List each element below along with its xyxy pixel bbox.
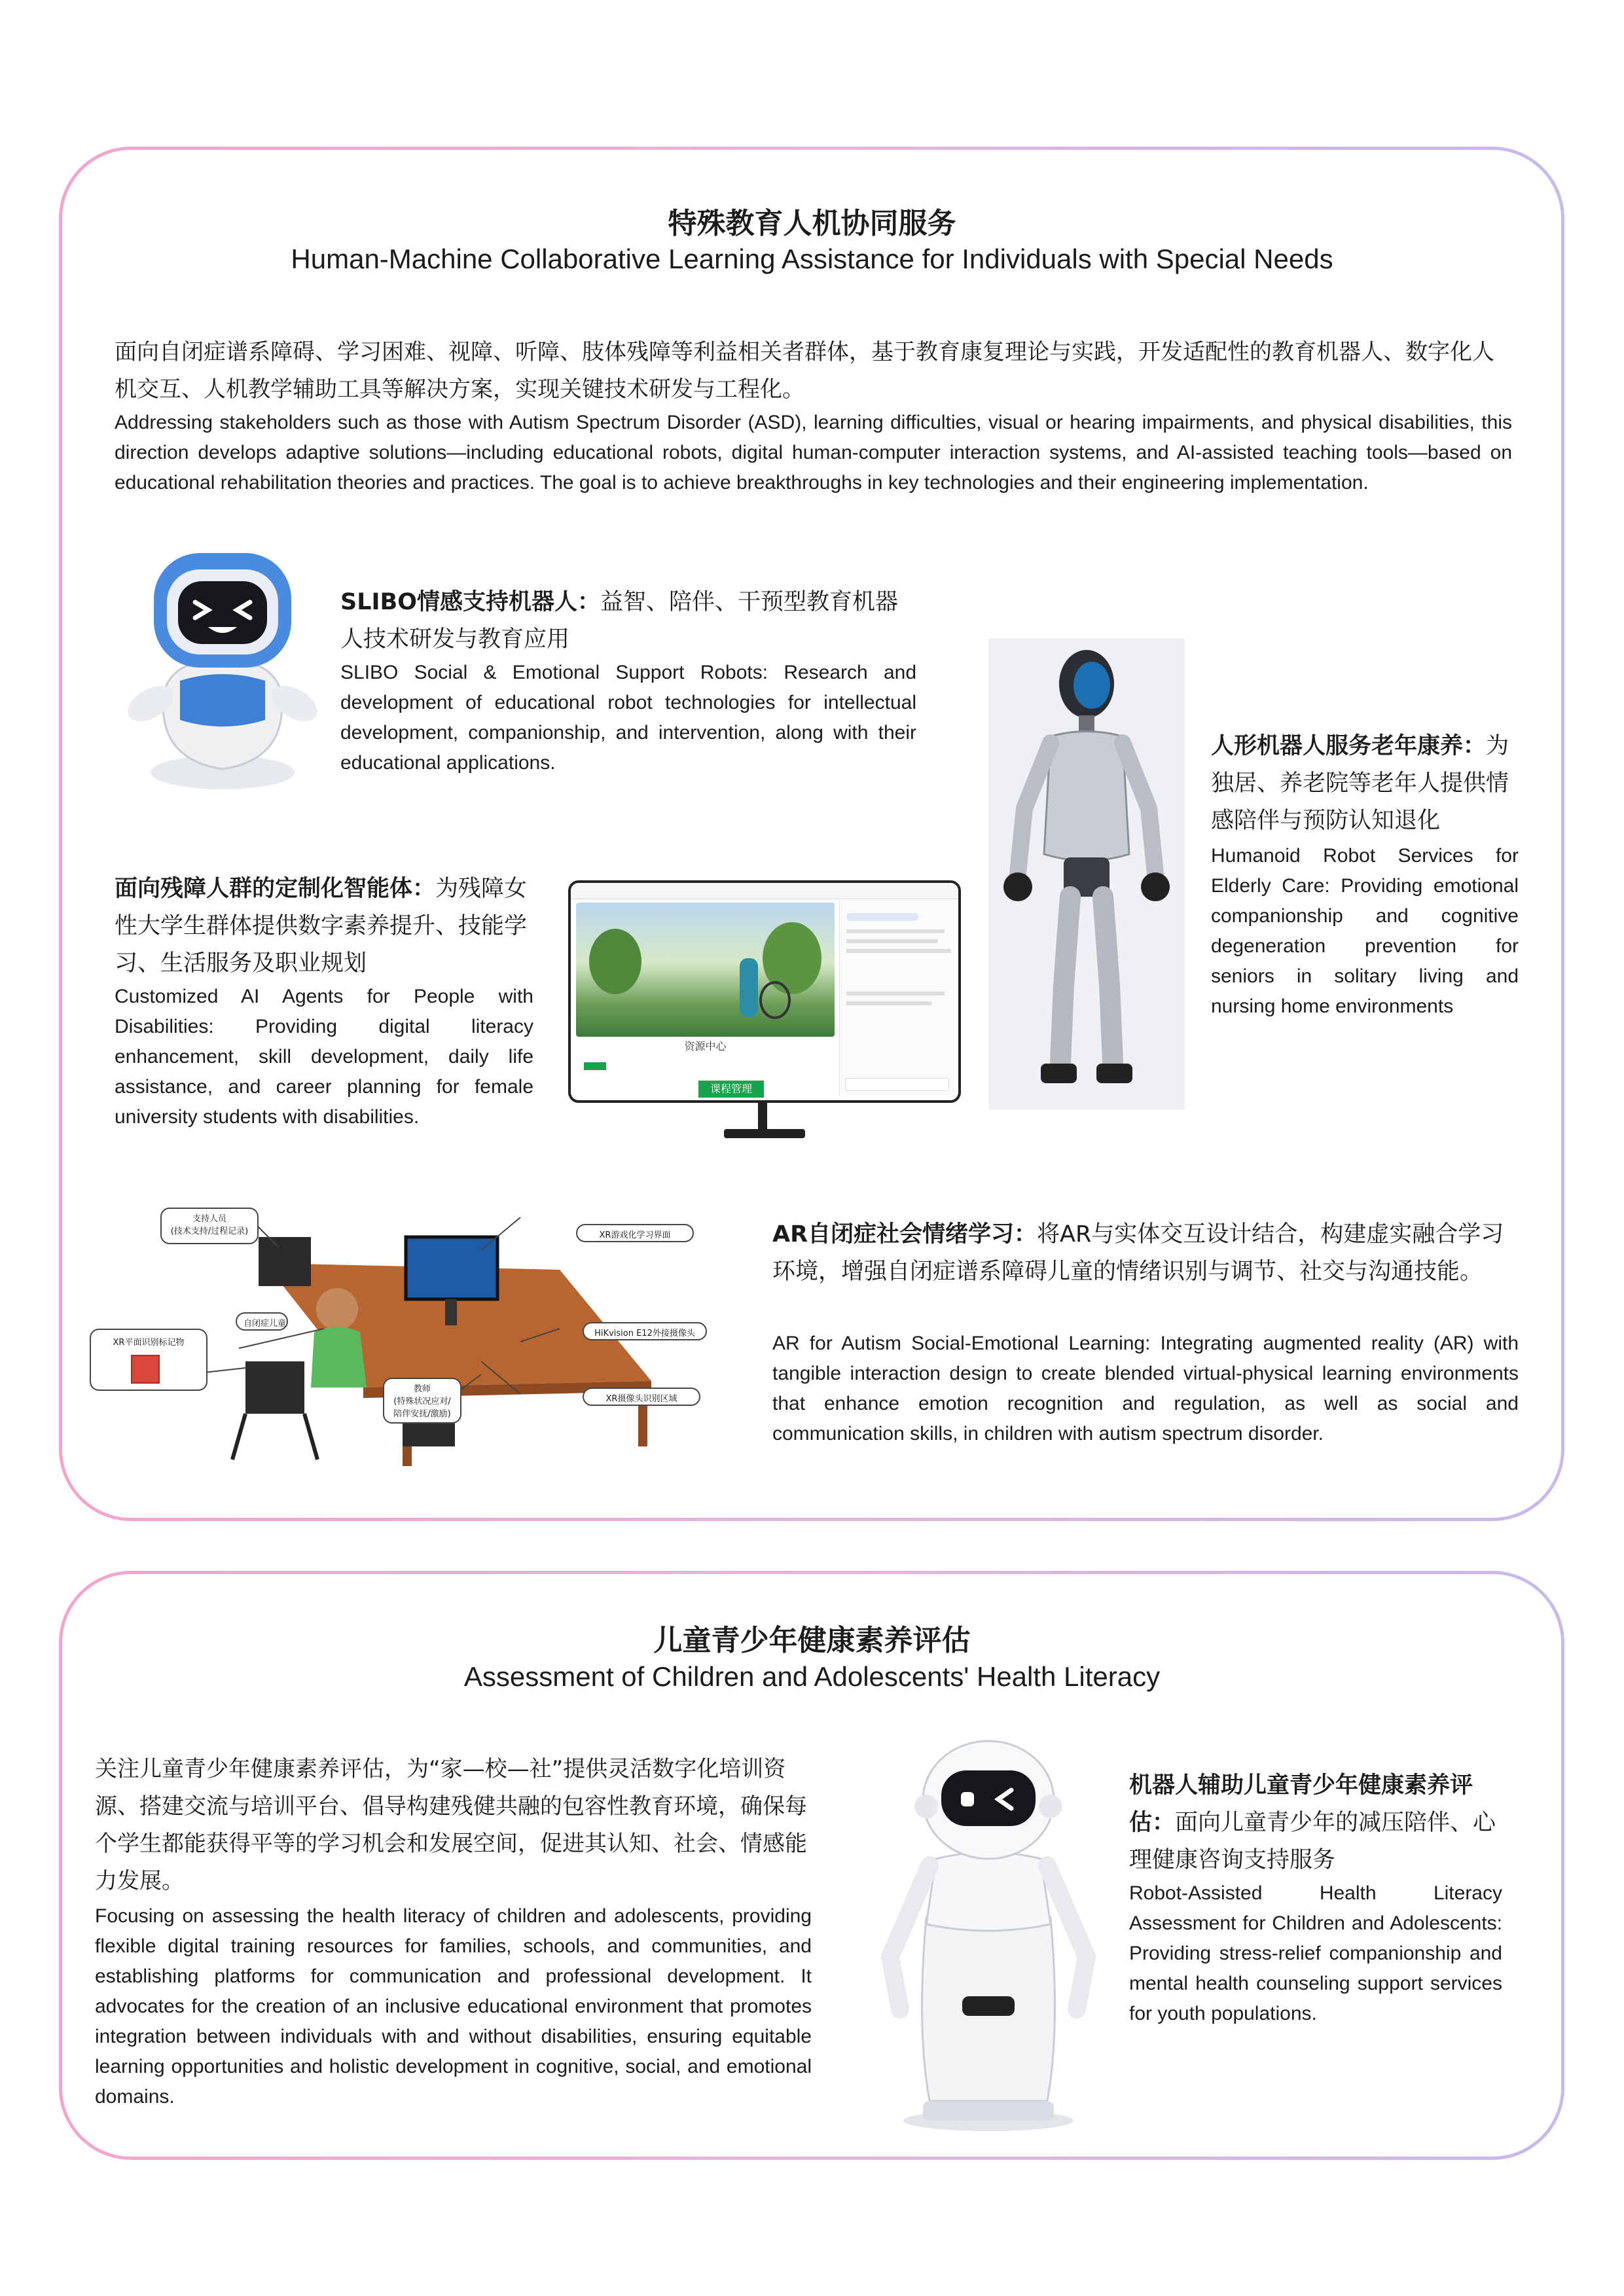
diagram-label-xr-marker: XR平面识别标记物 — [90, 1329, 208, 1391]
slibo-title-rest: 益智、陪伴、干预型教育机器人技术研发与教育应用 — [340, 589, 898, 653]
chat-line — [846, 1001, 931, 1005]
section1-title-en: Human-Machine Collaborative Learning Assistance for Individuals with Special Needs — [291, 243, 1333, 274]
tree-left — [589, 929, 641, 994]
chat-line — [846, 939, 938, 943]
robot-assisted-title — [1129, 1767, 1502, 1879]
section1-intro-zh: 面向自闭症谱系障碍、学习困难、视障、听障、肢体残障等利益相关者群体，基于教育康复理论与实践，开发适配性的教育机器人、数字化人机交互、人机教学辅助工具等解决方案，实现关键技术研发与工程化。 — [115, 339, 1494, 403]
slibo-title-bold: SLIBO情感支持机器人： — [340, 589, 600, 615]
diagram-label-xr-zone: XR摄像头识别区域 — [583, 1388, 700, 1406]
humanoid-title — [1211, 728, 1519, 840]
section2-title-zh: 儿童青少年健康素养评估 — [653, 1624, 971, 1657]
monitor-topbar — [571, 883, 958, 899]
agent-title-bold: 面向残障人群的定制化智能体： — [115, 876, 436, 902]
monitor-base — [724, 1129, 805, 1138]
ar-title — [772, 1216, 1519, 1291]
chat-bubble — [846, 913, 918, 921]
diagram-label-support-staff: 支持人员 (技术支持/过程记录) — [160, 1208, 259, 1244]
person-figure — [740, 958, 758, 1017]
monitor-chat-panel — [839, 900, 954, 1096]
monitor-hero-image — [576, 903, 835, 1037]
wheelchair-figure — [759, 981, 791, 1019]
humanoid-description: Humanoid Robot Services for Elderly Care: Providing emotional companionship and cognitive degeneration prevention for seniors in solitary living and nursing home environments — [1211, 845, 1519, 1017]
monitor-tab-active[interactable] — [584, 1062, 606, 1070]
ar-title-bold: AR自闭症社会情绪学习： — [772, 1221, 1038, 1247]
slibo-description: SLIBO Social & Emotional Support Robots: Research and development of educational robot technologies for intellectual development, companionship, and intervention, along with their educational applications. — [340, 662, 916, 774]
section2-intro-zh: 关注儿童青少年健康素养评估，为“家—校—社”提供灵活数字化培训资源、搭建交流与培训平台、倡导构建残健共融的包容性教育环境，确保每个学生都能获得平等的学习机会和发展空间，促进其认知、社会、情感能力发展。 — [95, 1756, 807, 1894]
diagram-label-teacher: 教师 (特殊状况应对/ 陪伴安抚/激励) — [383, 1378, 461, 1424]
diagram-label-child: 自闭症儿童 — [236, 1312, 288, 1331]
agent-title — [115, 870, 533, 982]
slibo-robot-image — [118, 543, 327, 792]
robot-assisted-title-bold: 机器人辅助儿童青少年健康素养评估： — [1129, 1772, 1473, 1836]
humanoid-title-bold: 人形机器人服务老年康养： — [1211, 733, 1487, 759]
humanoid-robot-icon — [988, 638, 1185, 1109]
humanoid-title-rest: 为独居、养老院等老年人提供情感陪伴与预防认知退化 — [1211, 733, 1509, 834]
resource-center-label: 资源中心 — [684, 1040, 727, 1052]
diagram-label-camera: HiKvision E12外接摄像头 — [583, 1322, 707, 1340]
xr-marker-card-icon — [131, 1355, 160, 1384]
diagram-label-xr-game: XR游戏化学习界面 — [576, 1224, 694, 1242]
section1-intro-en: Addressing stakeholders such as those with Autism Spectrum Disorder (ASD), learning difficulties, visual or hearing impairments, and physical disabilities, this direction develops adaptive solutions—including educational robots, digital human-computer interaction systems, and AI-assisted teaching tools—based on educational rehabilitation theories and practices. The goal is to achieve breakthroughs in key technologies and their engineering implementation. — [115, 412, 1512, 493]
agent-title-rest: 为残障女性大学生群体提供数字素养提升、技能学习、生活服务及职业规划 — [115, 876, 528, 977]
chat-line — [846, 929, 945, 933]
ar-description: AR for Autism Social-Emotional Learning: Integrating augmented reality (AR) with tangible interaction design to create blended virtual-physical learning environments that enhance emotion recognition and regulation, as well as social and communication skills, in children with autism spectrum disorder. — [772, 1333, 1519, 1444]
slibo-title — [340, 584, 916, 658]
course-management-button[interactable]: 课程管理 — [698, 1081, 764, 1098]
section2-intro-en: Focusing on assessing the health literacy of children and adolescents, providing flexible digital training resources for families, schools, and communities, and establishing platforms for communication and professional development. It advocates for the creation of an inclusive educational environment that promotes integration between individuals with and without disabilities, ensuring equitable learning opportunities and holistic development in cognitive, social, and emotional domains. — [95, 1905, 812, 2108]
chat-line — [846, 949, 951, 953]
monitor-mockup — [568, 880, 961, 1103]
agent-description: Customized AI Agents for People with Disabilities: Providing digital literacy enhancement, skill development, daily life assistance, and career planning for female university students with disabilities. — [115, 986, 533, 1128]
chat-line — [846, 992, 945, 996]
chat-input[interactable] — [845, 1078, 949, 1091]
section1-title-zh: 特殊教育人机协同服务 — [668, 207, 956, 240]
robot-assisted-title-rest: 面向儿童青少年的减压陪伴、心理健康咨询支持服务 — [1129, 1810, 1496, 1873]
monitor-neck — [758, 1103, 767, 1132]
ar-title-rest: 将AR与实体交互设计结合，构建虚实融合学习环境，增强自闭症谱系障碍儿童的情绪识别与调节、社交与沟通技能。 — [772, 1221, 1504, 1285]
humanoid-robot-photo — [988, 638, 1185, 1109]
robot-assisted-description: Robot-Assisted Health Literacy Assessment for Children and Adolescents: Providing stress-relief companionship and mental health counseling support services for youth populations. — [1129, 1882, 1502, 2024]
service-robot-image — [864, 1734, 1113, 2134]
section2-title-en: Assessment of Children and Adolescents' Health Literacy — [463, 1661, 1161, 1692]
